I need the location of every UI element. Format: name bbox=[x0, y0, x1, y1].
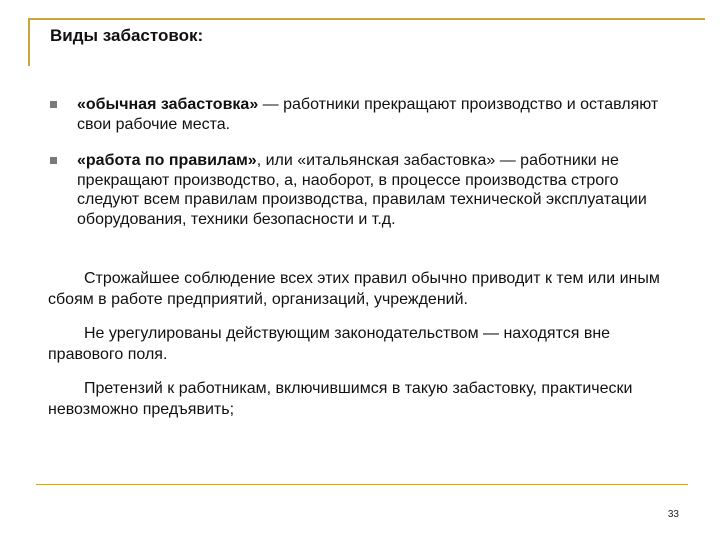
page-number: 33 bbox=[667, 509, 679, 520]
top-decorative-rule bbox=[28, 18, 705, 20]
bullet-item bbox=[50, 151, 680, 229]
body-paragraph: Не урегулированы действующим законодательством — находятся вне правового поля. bbox=[48, 325, 611, 363]
bullet-lead-term: «обычная забастовка» bbox=[77, 96, 259, 113]
bullet-description: , или «итальянская забастовка» — работники не прекращают производство, а, наоборот, в процессе производства строго следуют всем правилам производства, правилам технической эксплуатации оборудования, техники безопасности и т.д. bbox=[77, 152, 647, 228]
bullet-lead-term: «работа по правилам» bbox=[77, 152, 257, 169]
left-decorative-rule bbox=[28, 18, 30, 66]
body-paragraph: Претензий к работникам, включившимся в такую забастовку, практически невозможно предъявить; bbox=[48, 380, 633, 418]
slide-title: Виды забастовок: bbox=[50, 26, 204, 45]
bottom-decorative-rule bbox=[36, 484, 688, 485]
square-bullet-icon bbox=[50, 101, 57, 108]
bullet-text bbox=[77, 151, 680, 229]
bullet-text bbox=[77, 95, 680, 134]
bullet-item bbox=[50, 95, 680, 134]
square-bullet-icon bbox=[50, 157, 57, 164]
bullet-description: — работники прекращают производство и оставляют свои рабочие места. bbox=[77, 96, 659, 133]
body-paragraph: Строжайшее соблюдение всех этих правил обычно приводит к тем или иным сбоям в работе предприятий, организаций, учреждений. bbox=[48, 270, 660, 308]
